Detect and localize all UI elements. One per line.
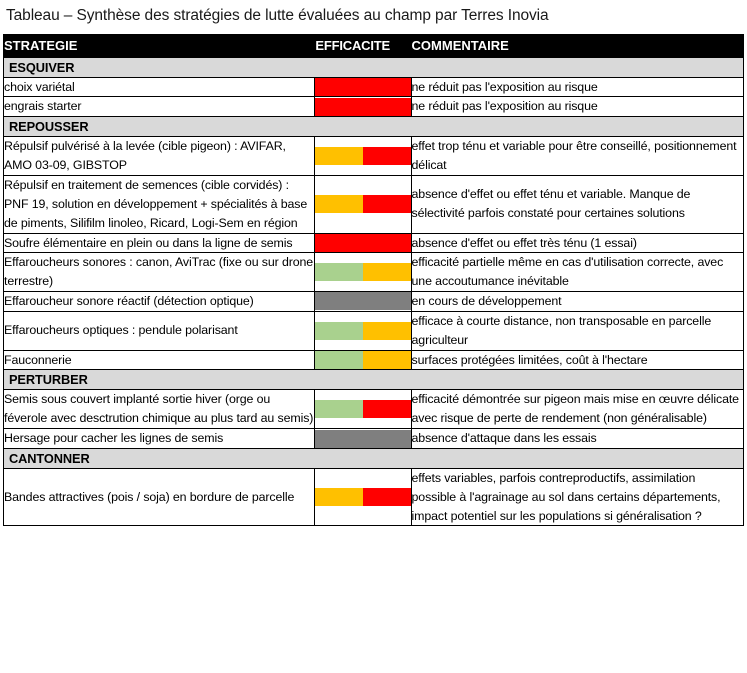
- efficacy-swatch-orange: [363, 263, 411, 281]
- cell-strategy: Semis sous couvert implanté sortie hiver (orge ou féverole avec desctrution chimique au plus tard au semis): [4, 390, 315, 429]
- efficacy-swatch-red: [315, 78, 410, 96]
- table-row: [4, 97, 744, 117]
- cell-efficacy-rating: [315, 292, 411, 312]
- efficacy-swatch-group: [315, 263, 410, 281]
- cell-comment: ne réduit pas l'exposition au risque: [411, 77, 743, 97]
- cell-comment: surfaces protégées limitées, coût à l'hectare: [411, 350, 743, 370]
- efficacy-swatch-red: [363, 488, 411, 506]
- cell-comment: absence d'attaque dans les essais: [411, 429, 743, 449]
- cell-strategy: Fauconnerie: [4, 350, 315, 370]
- efficacy-swatch-group: [315, 322, 410, 340]
- section-header-row: [4, 370, 744, 390]
- cell-strategy: Hersage pour cacher les lignes de semis: [4, 429, 315, 449]
- cell-efficacy-rating: [315, 350, 411, 370]
- cell-efficacy-rating: [315, 429, 411, 449]
- table-row: [4, 175, 744, 233]
- section-header-label: CANTONNER: [4, 448, 744, 468]
- table-row: [4, 77, 744, 97]
- table-row: [4, 350, 744, 370]
- section-header-label: ESQUIVER: [4, 57, 744, 77]
- efficacy-swatch-group: [315, 488, 410, 506]
- column-header-strategie: STRATEGIE: [4, 34, 315, 57]
- efficacy-swatch-red: [363, 195, 411, 213]
- cell-efficacy-rating: [315, 253, 411, 292]
- efficacy-swatch-red: [315, 98, 410, 116]
- efficacy-swatch-group: [315, 195, 410, 213]
- cell-strategy: engrais starter: [4, 97, 315, 117]
- efficacy-swatch-orange: [363, 322, 411, 340]
- cell-efficacy-rating: [315, 468, 411, 526]
- cell-efficacy-rating: [315, 311, 411, 350]
- cell-comment: ne réduit pas l'exposition au risque: [411, 97, 743, 117]
- efficacy-swatch-green: [315, 263, 363, 281]
- section-header-label: REPOUSSER: [4, 117, 744, 137]
- cell-strategy: Effaroucheur sonore réactif (détection optique): [4, 292, 315, 312]
- efficacy-swatch-orange: [315, 488, 363, 506]
- table-row: [4, 390, 744, 429]
- cell-efficacy-rating: [315, 175, 411, 233]
- cell-comment: absence d'effet ou effet ténu et variable. Manque de sélectivité parfois constaté pour certaines solutions: [411, 175, 743, 233]
- cell-efficacy-rating: [315, 137, 411, 176]
- efficacy-swatch-green: [315, 400, 363, 418]
- table-row: [4, 311, 744, 350]
- efficacy-swatch-group: [315, 400, 410, 418]
- cell-comment: en cours de développement: [411, 292, 743, 312]
- table-row: [4, 253, 744, 292]
- cell-efficacy-rating: [315, 97, 411, 117]
- cell-comment: absence d'effet ou effet très ténu (1 essai): [411, 233, 743, 253]
- cell-efficacy-rating: [315, 77, 411, 97]
- efficacy-swatch-orange: [315, 195, 363, 213]
- cell-strategy: Répulsif pulvérisé à la levée (cible pigeon) : AVIFAR, AMO 03-09, GIBSTOP: [4, 137, 315, 176]
- table-row: [4, 233, 744, 253]
- table-row: [4, 468, 744, 526]
- table-row: [4, 292, 744, 312]
- cell-strategy: Effaroucheurs optiques : pendule polarisant: [4, 311, 315, 350]
- efficacy-swatch-orange: [315, 147, 363, 165]
- cell-comment: effets variables, parfois contreproductifs, assimilation possible à l'agrainage au sol dans certains départements, impact potentiel sur les populations si généralisation ?: [411, 468, 743, 526]
- efficacy-swatch-gray: [315, 292, 410, 310]
- section-header-row: [4, 57, 744, 77]
- strategy-summary-table: [3, 34, 744, 527]
- efficacy-swatch-red: [315, 234, 410, 252]
- cell-strategy: choix variétal: [4, 77, 315, 97]
- column-header-efficacite: EFFICACITE: [315, 34, 411, 57]
- efficacy-swatch-red: [363, 400, 411, 418]
- table-row: [4, 429, 744, 449]
- table-row: [4, 137, 744, 176]
- efficacy-swatch-green: [315, 351, 363, 369]
- table-body: [4, 57, 744, 526]
- cell-comment: efficacité démontrée sur pigeon mais mise en œuvre délicate avec risque de perte de rendement (non généralisable): [411, 390, 743, 429]
- cell-strategy: Effaroucheurs sonores : canon, AviTrac (fixe ou sur drone terrestre): [4, 253, 315, 292]
- cell-strategy: Bandes attractives (pois / soja) en bordure de parcelle: [4, 468, 315, 526]
- page-title: Tableau – Synthèse des stratégies de lutte évaluées au champ par Terres Inovia: [6, 7, 549, 24]
- cell-comment: effet trop ténu et variable pour être conseillé, positionnement délicat: [411, 137, 743, 176]
- cell-strategy: Soufre élémentaire en plein ou dans la ligne de semis: [4, 233, 315, 253]
- cell-comment: efficace à courte distance, non transposable en parcelle agriculteur: [411, 311, 743, 350]
- column-header-commentaire: COMMENTAIRE: [411, 34, 743, 57]
- efficacy-swatch-gray: [315, 430, 410, 448]
- efficacy-swatch-group: [315, 351, 410, 369]
- cell-strategy: Répulsif en traitement de semences (cible corvidés) : PNF 19, solution en développement + spécialités à base de piments, Silifilm linoleo, Ricard, Logi-Sem en région: [4, 175, 315, 233]
- efficacy-swatch-green: [315, 322, 363, 340]
- section-header-row: [4, 448, 744, 468]
- table-header-row: [4, 34, 744, 57]
- section-header-label: PERTURBER: [4, 370, 744, 390]
- cell-comment: efficacité partielle même en cas d'utilisation correcte, avec une accoutumance inévitable: [411, 253, 743, 292]
- efficacy-swatch-red: [363, 147, 411, 165]
- efficacy-swatch-group: [315, 147, 410, 165]
- cell-efficacy-rating: [315, 233, 411, 253]
- cell-efficacy-rating: [315, 390, 411, 429]
- efficacy-swatch-orange: [363, 351, 411, 369]
- section-header-row: [4, 117, 744, 137]
